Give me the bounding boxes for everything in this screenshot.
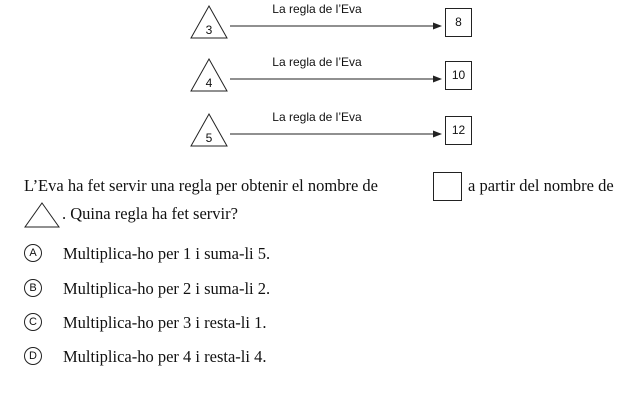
triangle-value: 4 [205, 76, 213, 90]
rule-diagram-row-3 [0, 112, 640, 156]
rule-diagram-row-2 [0, 57, 640, 101]
option-c[interactable] [24, 311, 424, 335]
option-text-d: Multiplica-ho per 4 i resta-li 4. [63, 347, 267, 366]
square-output-2: 10 [445, 61, 472, 90]
option-letter-c: C [24, 313, 42, 331]
rule-diagram-row-1 [0, 4, 640, 48]
square-symbol-icon [433, 172, 462, 201]
option-d[interactable] [24, 345, 424, 369]
triangle-value: 5 [205, 131, 213, 145]
rule-label: La regla de l’Eva [272, 55, 362, 69]
triangle-input-1 [189, 4, 229, 40]
triangle-symbol-icon [24, 202, 60, 228]
option-text-b: Multiplica-ho per 2 i suma-li 2. [63, 279, 271, 298]
triangle-input-3 [189, 112, 229, 148]
option-letter-d: D [24, 347, 42, 365]
question-line-1-end: a partir del nombre de [468, 176, 614, 195]
arrow-right-icon [230, 129, 442, 139]
question-line-2: . Quina regla ha fet servir? [62, 204, 238, 223]
rule-label: La regla de l’Eva [272, 110, 362, 124]
triangle-value: 3 [205, 23, 213, 37]
option-text-a: Multiplica-ho per 1 i suma-li 5. [63, 244, 271, 263]
option-b[interactable] [24, 277, 424, 301]
option-a[interactable] [24, 242, 424, 266]
question-line-1-start: L’Eva ha fet servir una regla per obtenir el nombre de [24, 176, 378, 195]
option-text-c: Multiplica-ho per 3 i resta-li 1. [63, 313, 267, 332]
arrow-right-icon [230, 74, 442, 84]
square-output-1: 8 [445, 8, 472, 37]
square-output-3: 12 [445, 116, 472, 145]
rule-label: La regla de l’Eva [272, 2, 362, 16]
option-letter-b: B [24, 279, 42, 297]
option-letter-a: A [24, 244, 42, 262]
arrow-right-icon [230, 21, 442, 31]
triangle-input-2 [189, 57, 229, 93]
